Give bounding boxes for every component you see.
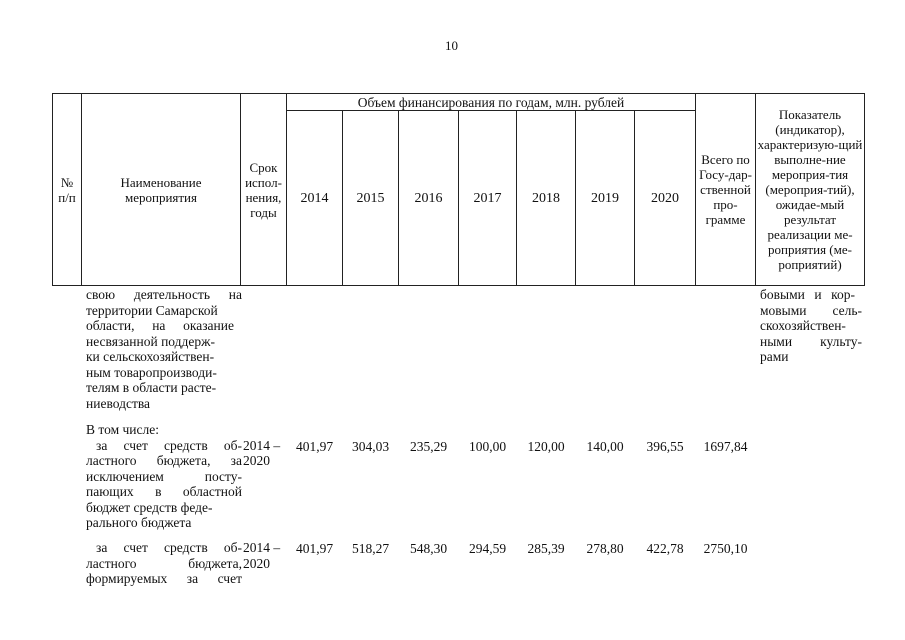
header-year-2015: 2015 <box>356 190 385 206</box>
header-year-2017: 2017 <box>473 190 502 206</box>
header-term-label: Срок испол-нения, годы <box>245 159 282 220</box>
header-year <box>635 111 695 285</box>
header-total-label: Всего по Госу-дар-ственной про-грамме <box>699 152 752 227</box>
row-name-line: пающих в областной <box>86 484 242 499</box>
header-term <box>241 94 286 285</box>
value-total: 2750,10 <box>703 541 748 556</box>
row-name-line: исключением посту- <box>86 469 242 484</box>
row-name-line: формируемых за счет <box>86 571 242 586</box>
text-line: ным товаропроизводи- <box>86 365 217 380</box>
row-name-line: ластного бюджета, за <box>86 453 242 468</box>
row-term: 2020 <box>243 556 270 571</box>
header-year <box>459 111 516 285</box>
text-line: несвязанной поддерж- <box>86 334 215 349</box>
text-line: скохозяйствен- <box>760 318 846 333</box>
header-indicator-label: Показатель (индикатор), характеризую-щий выполне-ние мероприя-тия (мероприя-тий), ожидае-мый результат реализации ме-роприятия (ме-роприятий) <box>757 107 863 272</box>
value-2018: 285,39 <box>527 541 565 556</box>
value-2019: 140,00 <box>586 439 624 454</box>
header-year <box>287 111 342 285</box>
value-2017: 100,00 <box>468 439 507 454</box>
text-line: ки сельскохозяйствен- <box>86 349 215 364</box>
text-line: ниеводства <box>86 396 151 411</box>
text-line: телям в области расте- <box>86 380 217 395</box>
value-2020: 422,78 <box>646 541 684 556</box>
header-year <box>517 111 575 285</box>
text-line: свою деятельность на <box>86 287 242 302</box>
header-number <box>53 94 81 285</box>
value-2014: 401,97 <box>295 439 334 454</box>
header-year-2014: 2014 <box>300 190 329 206</box>
value-2017: 294,59 <box>468 541 507 556</box>
page-number: 10 <box>445 38 458 53</box>
row-name-line: за счет средств об- <box>96 540 242 555</box>
header-year-2020: 2020 <box>651 190 679 206</box>
value-2018: 120,00 <box>527 439 565 454</box>
row-term: 2014 – <box>243 438 281 453</box>
text-line: ными культу- <box>760 334 862 349</box>
value-2015: 304,03 <box>351 439 390 454</box>
value-total: 1697,84 <box>703 439 748 454</box>
row-name-line: ластного бюджета, <box>86 556 242 571</box>
header-year <box>399 111 458 285</box>
header-number-label: № п/п <box>58 174 76 205</box>
subheading: В том числе: <box>86 422 159 437</box>
header-year-2019: 2019 <box>591 190 619 206</box>
row-name-line: за счет средств об- <box>96 438 242 453</box>
text-line: бовыми и кор- <box>760 287 855 302</box>
row-term: 2020 <box>243 453 270 468</box>
header-year <box>343 111 398 285</box>
row-name-line: рального бюджета <box>86 515 192 530</box>
value-2016: 548,30 <box>409 541 448 556</box>
header-year <box>576 111 634 285</box>
header-name-label: Наименование мероприятия <box>120 174 202 205</box>
value-2019: 278,80 <box>586 541 624 556</box>
header-name <box>82 94 240 285</box>
text-line: территории Самарской <box>86 303 218 318</box>
text-line: области, на оказание <box>86 318 234 333</box>
header-funding <box>287 94 695 110</box>
header-indicator <box>756 94 864 285</box>
row-name-line: бюджет средств феде- <box>86 500 213 515</box>
row-term: 2014 – <box>243 540 281 555</box>
header-total <box>696 94 755 285</box>
header-year-2016: 2016 <box>414 190 443 206</box>
header-funding-label: Объем финансирования по годам, млн. рублей <box>357 94 625 110</box>
header-year-2018: 2018 <box>532 190 560 206</box>
value-2014: 401,97 <box>295 541 334 556</box>
text-line: мовыми сель- <box>760 303 862 318</box>
text-line: рами <box>760 349 789 364</box>
value-2020: 396,55 <box>646 439 684 454</box>
value-2016: 235,29 <box>409 439 448 454</box>
value-2015: 518,27 <box>351 541 390 556</box>
